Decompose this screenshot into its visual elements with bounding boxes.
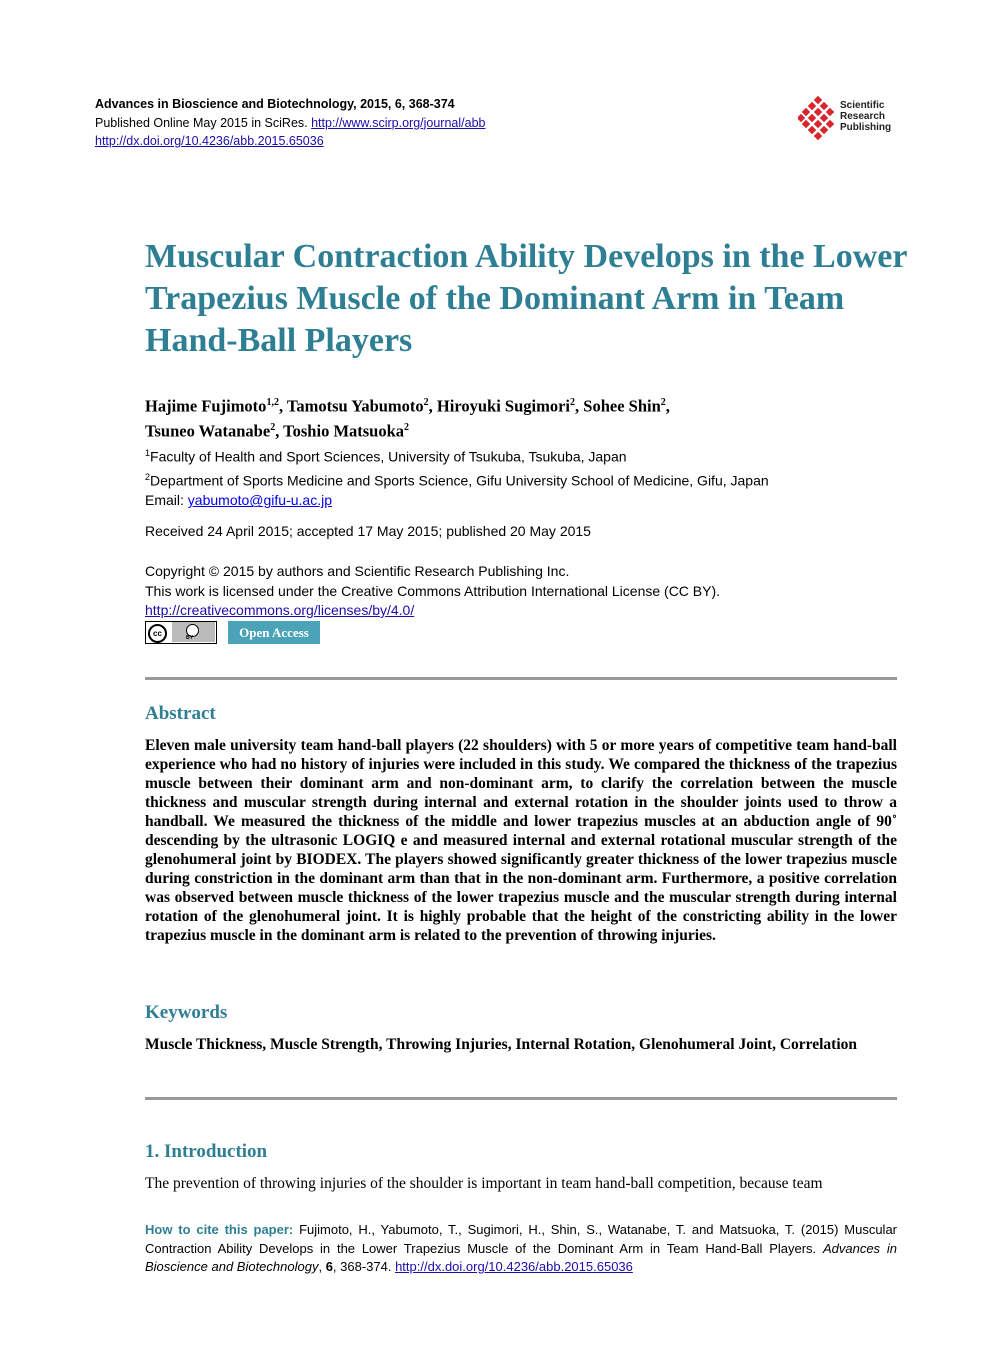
author-name: Hajime Fujimoto [145,396,267,416]
author-name: Sohee Shin [583,396,661,416]
citation-journal: Advances in Bioscience and Biotechnology [145,1240,897,1274]
author-affiliation-mark: 2 [423,397,429,408]
author-name: Hiroyuki Sugimori [436,396,571,416]
publisher-line-2: Research [840,111,886,122]
email-line [145,490,905,510]
keywords-heading: Keywords [145,1002,228,1023]
published-text: Published Online May 2015 in SciRes. [95,115,312,130]
affiliation-text: Department of Sports Medicine and Sports Science, Gifu University School of Medicine, Gifu, Japan [150,472,769,489]
introduction-heading: 1. Introduction [145,1141,268,1162]
author-affiliation-mark: 1,2 [266,397,279,408]
open-access-badge: Open Access [228,621,320,644]
author-name: Tamotsu Yabumoto [286,396,424,416]
by-label: BY [186,635,193,641]
journal-header [95,95,485,151]
citation-block [145,1221,897,1277]
citation-pages: , 368-374. [332,1259,396,1274]
author-affiliation-mark: 2 [404,421,410,433]
license-link[interactable]: http://creativecommons.org/licenses/by/4.0/ [145,602,415,618]
publisher-line-3: Publishing [840,122,892,133]
journal-url-link[interactable]: http://www.scirp.org/journal/abb [311,115,486,130]
citation-separator: , [318,1259,326,1274]
publisher-line-1: Scientific [840,100,885,111]
cc-icon: cc [148,624,167,643]
citation-text: Fujimoto, H., Yabumoto, T., Sugimori, H., Shin, S., Watanabe, T. and Matsuoka, T. (2015) Muscular Contraction Ability Develops in the Lower Trapezius Muscle of the Dominant Arm in Team Hand-Ball Players. [145,1222,897,1256]
copyright-line: Copyright © 2015 by authors and Scientific Research Publishing Inc. [145,563,570,579]
citation-volume: 6 [325,1259,333,1274]
abstract-text: Eleven male university team hand-ball players (22 shoulders) with 5 or more years of competitive team hand-ball experience who had no history of injuries were included in this study. We compared the thickness of the trapezius muscle between their dominant arm and non-dominant arm, to clarify the correlation between the muscle thickness and muscular strength during internal and external rotation in the shoulder joints used to throw a handball. We measured the thickness of the middle and lower trapezius muscles at an abduction angle of 90˚ descending by the ultrasonic LOGIQ e and measured internal and external rotational muscular strength of the glenohumeral joint by BIODEX. The players showed significantly greater thickness of the lower trapezius muscle during constriction in the dominant arm than that in the non-dominant arm. Furthermore, a positive correlation was observed between muscle thickness of the lower trapezius muscle and the muscular strength during internal rotation of the glenohumeral joint. It is highly probable that the height of the constricting ability in the lower trapezius muscle in the dominant arm is related to the prevention of throwing injuries. [145,737,897,944]
published-line [95,114,485,133]
paper-title: Muscular Contraction Ability Develops in the Lower Trapezius Muscle of the Dominant Arm in Team Hand-Ball Players [145,238,907,359]
author-affiliation-mark: 2 [660,397,666,408]
doi-line [95,132,485,151]
email-label: Email: [145,492,188,509]
introduction-text: The prevention of throwing injuries of the shoulder is important in team hand-ball competition, because team [145,1175,823,1192]
journal-name: Advances in Bioscience and Biotechnology, 2015, 6, 368-374 [95,97,455,111]
publication-dates: Received 24 April 2015; accepted 17 May 2015; published 20 May 2015 [145,523,591,539]
affiliation-mark: 1 [145,448,151,458]
scirp-logo-icon [798,96,838,140]
keywords-text: Muscle Thickness, Muscle Strength, Throwing Injuries, Internal Rotation, Glenohumeral Joint, Correlation [145,1036,858,1053]
affiliation-2 [145,467,905,491]
section-divider [145,677,897,680]
email-link[interactable]: yabumoto@gifu-u.ac.jp [187,492,332,509]
copyright-block [145,562,905,621]
publisher-name [840,100,891,133]
citation-doi-link[interactable]: http://dx.doi.org/10.4236/abb.2015.65036 [395,1259,633,1274]
affiliation-text: Faculty of Health and Sport Sciences, University of Tsukuba, Tsukuba, Japan [150,448,627,465]
abstract-heading: Abstract [145,703,216,724]
affiliation-mark: 2 [145,471,151,482]
license-line: This work is licensed under the Creative Commons Attribution International License (CC BY). [145,582,721,599]
cc-by-badge[interactable] [145,621,217,644]
affiliation-1 [145,443,905,467]
citation-label: How to cite this paper: [145,1222,294,1237]
author-name: Toshio Matsuoka [283,421,405,440]
section-divider [145,1097,897,1100]
publisher-logo [798,96,908,140]
author-affiliation-mark: 2 [570,397,576,408]
doi-link[interactable]: http://dx.doi.org/10.4236/abb.2015.65036 [95,134,324,148]
author-affiliation-mark: 2 [270,421,276,433]
author-name: Tsuneo Watanabe [145,421,271,440]
affiliations [145,443,905,510]
author-list: Hajime Fujimoto$^{1,2}$, Tamotsu Yabumoto$^2$, Hiroyuki Sugimori$^2$, Sohee Shin$^2$, Tsuneo Watanabe$^2$, Toshio Matsuoka$^2$ [145,396,670,440]
